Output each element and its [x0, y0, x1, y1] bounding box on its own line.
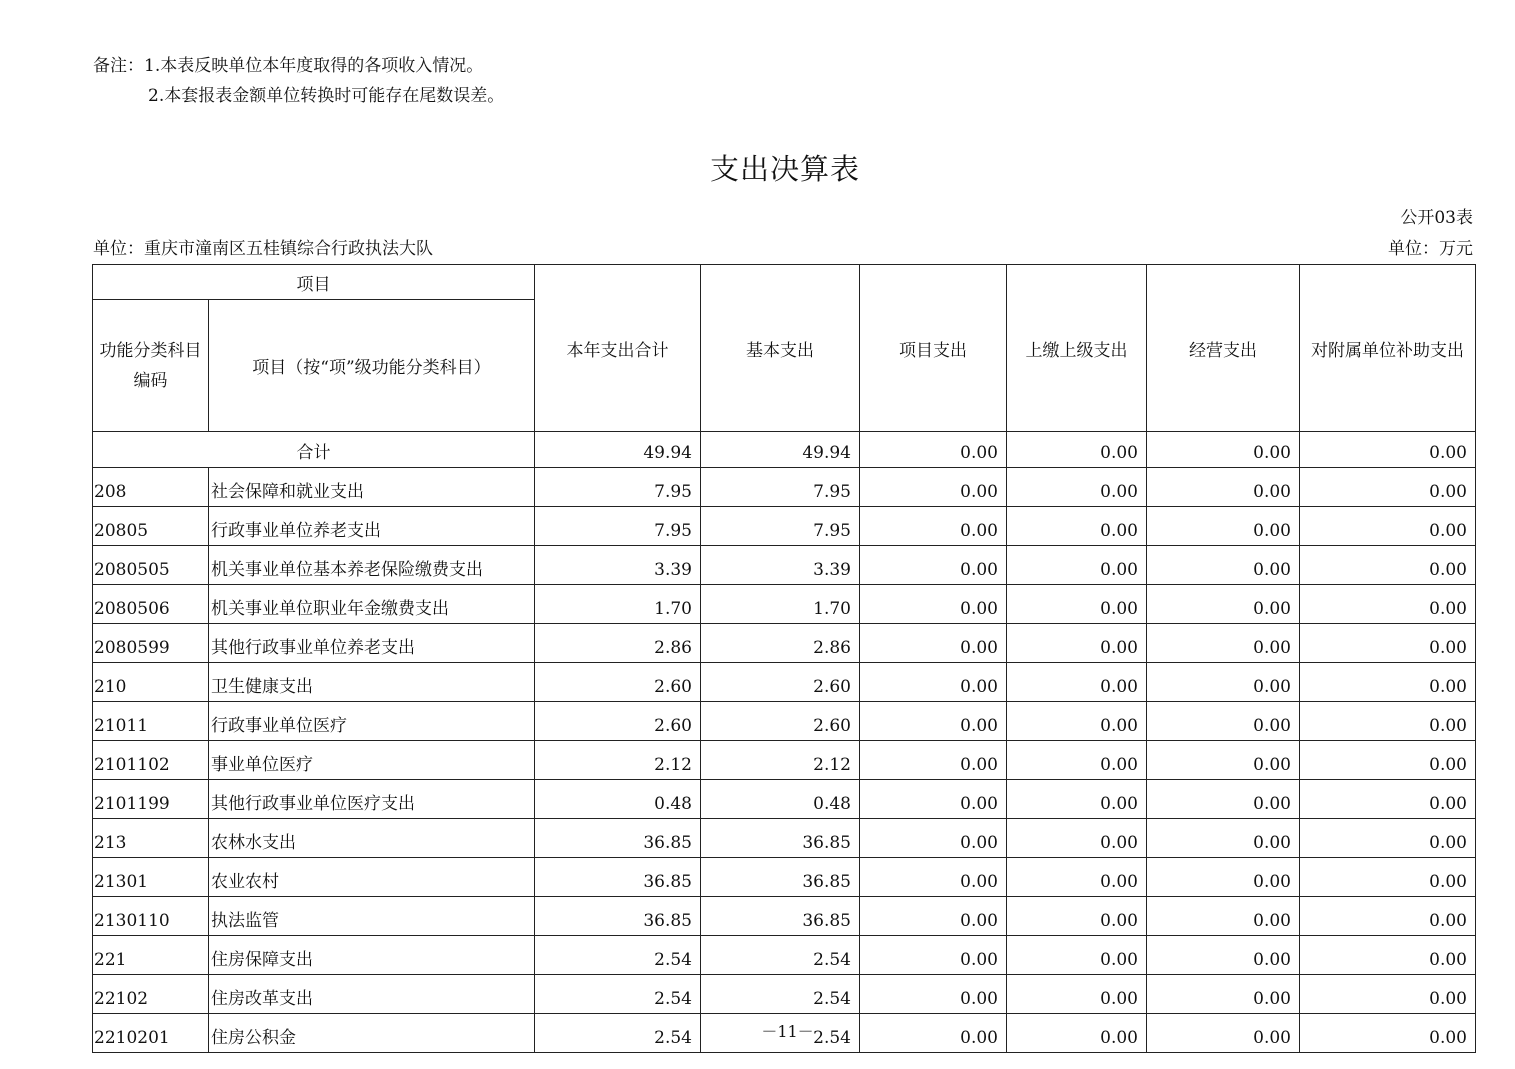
cell-business: 0.00 — [1147, 819, 1300, 858]
cell-name: 事业单位医疗 — [209, 741, 535, 780]
cell-total: 2.54 — [535, 1014, 701, 1053]
cell-subsidy: 0.00 — [1300, 546, 1476, 585]
cell-subsidy: 0.00 — [1300, 624, 1476, 663]
cell-project: 0.00 — [860, 468, 1007, 507]
cell-business: 0.00 — [1147, 702, 1300, 741]
cell-code: 20805 — [93, 507, 209, 546]
cell-total: 2.60 — [535, 702, 701, 741]
cell-code: 2080505 — [93, 546, 209, 585]
cell-business: 0.00 — [1147, 585, 1300, 624]
cell-name: 住房改革支出 — [209, 975, 535, 1014]
cell-basic: 7.95 — [701, 507, 860, 546]
cell-total: 1.70 — [535, 585, 701, 624]
cell-upper: 0.00 — [1007, 507, 1147, 546]
header-business: 经营支出 — [1147, 265, 1300, 432]
cell-subsidy: 0.00 — [1300, 1014, 1476, 1053]
total-label: 合计 — [93, 432, 535, 468]
cell-code: 22102 — [93, 975, 209, 1014]
cell-upper: 0.00 — [1007, 624, 1147, 663]
table-number: 公开03表 — [1400, 208, 1473, 228]
cell-total: 7.95 — [535, 468, 701, 507]
cell-project: 0.00 — [860, 624, 1007, 663]
cell-name: 社会保障和就业支出 — [209, 468, 535, 507]
cell-project: 0.00 — [860, 663, 1007, 702]
cell-project: 0.00 — [860, 858, 1007, 897]
table-row — [93, 663, 1476, 702]
cell-code: 213 — [93, 819, 209, 858]
table-row — [93, 585, 1476, 624]
cell-basic: 7.95 — [701, 468, 860, 507]
cell-name: 卫生健康支出 — [209, 663, 535, 702]
cell-code: 210 — [93, 663, 209, 702]
cell-upper: 0.00 — [1007, 702, 1147, 741]
cell-subsidy: 0.00 — [1300, 936, 1476, 975]
cell-upper: 0.00 — [1007, 975, 1147, 1014]
cell-subsidy: 0.00 — [1300, 741, 1476, 780]
table-row — [93, 507, 1476, 546]
cell-name: 行政事业单位医疗 — [209, 702, 535, 741]
cell-total: 3.39 — [535, 546, 701, 585]
cell-name: 其他行政事业单位医疗支出 — [209, 780, 535, 819]
note-line-1: 备注：1.本表反映单位本年度取得的各项收入情况。 — [93, 56, 484, 76]
cell-name: 机关事业单位职业年金缴费支出 — [209, 585, 535, 624]
cell-project: 0.00 — [860, 975, 1007, 1014]
page-number: －11－ — [761, 1022, 814, 1041]
header-subsidy: 对附属单位补助支出 — [1300, 265, 1476, 432]
cell-basic: 2.54 — [701, 936, 860, 975]
money-unit: 单位：万元 — [1388, 239, 1473, 259]
cell-total: 2.86 — [535, 624, 701, 663]
cell-subsidy: 0.00 — [1300, 585, 1476, 624]
cell-total: 2.54 — [535, 936, 701, 975]
total-upper: 0.00 — [1007, 432, 1147, 468]
cell-subsidy: 0.00 — [1300, 858, 1476, 897]
cell-upper: 0.00 — [1007, 780, 1147, 819]
table-row — [93, 780, 1476, 819]
cell-code: 221 — [93, 936, 209, 975]
cell-name: 农林水支出 — [209, 819, 535, 858]
cell-total: 2.54 — [535, 975, 701, 1014]
cell-total: 36.85 — [535, 858, 701, 897]
cell-subsidy: 0.00 — [1300, 663, 1476, 702]
cell-code: 2130110 — [93, 897, 209, 936]
cell-upper: 0.00 — [1007, 1014, 1147, 1053]
cell-code: 2101199 — [93, 780, 209, 819]
cell-name: 其他行政事业单位养老支出 — [209, 624, 535, 663]
table-body — [93, 432, 1476, 1053]
cell-total: 0.48 — [535, 780, 701, 819]
cell-subsidy: 0.00 — [1300, 468, 1476, 507]
cell-basic: 2.60 — [701, 663, 860, 702]
cell-total: 36.85 — [535, 819, 701, 858]
table-row — [93, 897, 1476, 936]
cell-upper: 0.00 — [1007, 819, 1147, 858]
note-line-2: 2.本套报表金额单位转换时可能存在尾数误差。 — [148, 86, 505, 106]
cell-code: 2210201 — [93, 1014, 209, 1053]
cell-upper: 0.00 — [1007, 741, 1147, 780]
cell-project: 0.00 — [860, 936, 1007, 975]
cell-total: 2.12 — [535, 741, 701, 780]
table-header — [93, 265, 1476, 432]
cell-subsidy: 0.00 — [1300, 780, 1476, 819]
total-subsidy: 0.00 — [1300, 432, 1476, 468]
cell-business: 0.00 — [1147, 897, 1300, 936]
header-total: 本年支出合计 — [535, 265, 701, 432]
cell-upper: 0.00 — [1007, 546, 1147, 585]
cell-total: 2.60 — [535, 663, 701, 702]
cell-business: 0.00 — [1147, 780, 1300, 819]
cell-basic: 3.39 — [701, 546, 860, 585]
cell-basic: 2.54 — [701, 1014, 860, 1053]
cell-upper: 0.00 — [1007, 858, 1147, 897]
total-basic: 49.94 — [701, 432, 860, 468]
cell-subsidy: 0.00 — [1300, 819, 1476, 858]
page-title: 支出决算表 — [709, 152, 860, 186]
cell-basic: 1.70 — [701, 585, 860, 624]
cell-name: 住房保障支出 — [209, 936, 535, 975]
cell-upper: 0.00 — [1007, 468, 1147, 507]
cell-subsidy: 0.00 — [1300, 975, 1476, 1014]
cell-business: 0.00 — [1147, 936, 1300, 975]
cell-project: 0.00 — [860, 780, 1007, 819]
header-basic: 基本支出 — [701, 265, 860, 432]
table-row — [93, 468, 1476, 507]
table-row — [93, 546, 1476, 585]
total-row — [93, 432, 1476, 468]
cell-code: 2080506 — [93, 585, 209, 624]
cell-code: 208 — [93, 468, 209, 507]
expenditure-table — [92, 264, 1476, 1053]
cell-business: 0.00 — [1147, 663, 1300, 702]
cell-name: 执法监管 — [209, 897, 535, 936]
table-row — [93, 936, 1476, 975]
cell-code: 21301 — [93, 858, 209, 897]
cell-upper: 0.00 — [1007, 936, 1147, 975]
cell-total: 7.95 — [535, 507, 701, 546]
cell-project: 0.00 — [860, 585, 1007, 624]
cell-project: 0.00 — [860, 741, 1007, 780]
total-project: 0.00 — [860, 432, 1007, 468]
cell-code: 2101102 — [93, 741, 209, 780]
table-row — [93, 624, 1476, 663]
cell-business: 0.00 — [1147, 546, 1300, 585]
cell-basic: 2.12 — [701, 741, 860, 780]
cell-basic: 2.86 — [701, 624, 860, 663]
cell-code: 2080599 — [93, 624, 209, 663]
cell-project: 0.00 — [860, 546, 1007, 585]
cell-upper: 0.00 — [1007, 585, 1147, 624]
cell-business: 0.00 — [1147, 741, 1300, 780]
table-row — [93, 741, 1476, 780]
cell-business: 0.00 — [1147, 1014, 1300, 1053]
table-row — [93, 975, 1476, 1014]
cell-project: 0.00 — [860, 819, 1007, 858]
table-row — [93, 819, 1476, 858]
cell-project: 0.00 — [860, 1014, 1007, 1053]
cell-name: 农业农村 — [209, 858, 535, 897]
cell-upper: 0.00 — [1007, 897, 1147, 936]
cell-business: 0.00 — [1147, 507, 1300, 546]
cell-code: 21011 — [93, 702, 209, 741]
total-total: 49.94 — [535, 432, 701, 468]
reporting-unit: 单位：重庆市潼南区五桂镇综合行政执法大队 — [93, 239, 433, 259]
header-item: 项目 — [93, 265, 535, 300]
cell-basic: 36.85 — [701, 819, 860, 858]
cell-basic: 36.85 — [701, 858, 860, 897]
cell-name: 住房公积金 — [209, 1014, 535, 1053]
header-code: 功能分类科目编码 — [93, 300, 209, 432]
cell-project: 0.00 — [860, 507, 1007, 546]
cell-subsidy: 0.00 — [1300, 702, 1476, 741]
cell-business: 0.00 — [1147, 624, 1300, 663]
cell-subsidy: 0.00 — [1300, 507, 1476, 546]
total-business: 0.00 — [1147, 432, 1300, 468]
cell-total: 36.85 — [535, 897, 701, 936]
cell-basic: 2.60 — [701, 702, 860, 741]
cell-business: 0.00 — [1147, 468, 1300, 507]
cell-project: 0.00 — [860, 702, 1007, 741]
cell-name: 行政事业单位养老支出 — [209, 507, 535, 546]
cell-business: 0.00 — [1147, 858, 1300, 897]
cell-upper: 0.00 — [1007, 663, 1147, 702]
cell-basic: 0.48 — [701, 780, 860, 819]
cell-business: 0.00 — [1147, 975, 1300, 1014]
header-project: 项目支出 — [860, 265, 1007, 432]
cell-project: 0.00 — [860, 897, 1007, 936]
header-upper: 上缴上级支出 — [1007, 265, 1147, 432]
table-row — [93, 858, 1476, 897]
header-name: 项目（按“项”级功能分类科目） — [209, 300, 535, 432]
cell-basic: 36.85 — [701, 897, 860, 936]
cell-subsidy: 0.00 — [1300, 897, 1476, 936]
table-row — [93, 702, 1476, 741]
cell-name: 机关事业单位基本养老保险缴费支出 — [209, 546, 535, 585]
cell-basic: 2.54 — [701, 975, 860, 1014]
